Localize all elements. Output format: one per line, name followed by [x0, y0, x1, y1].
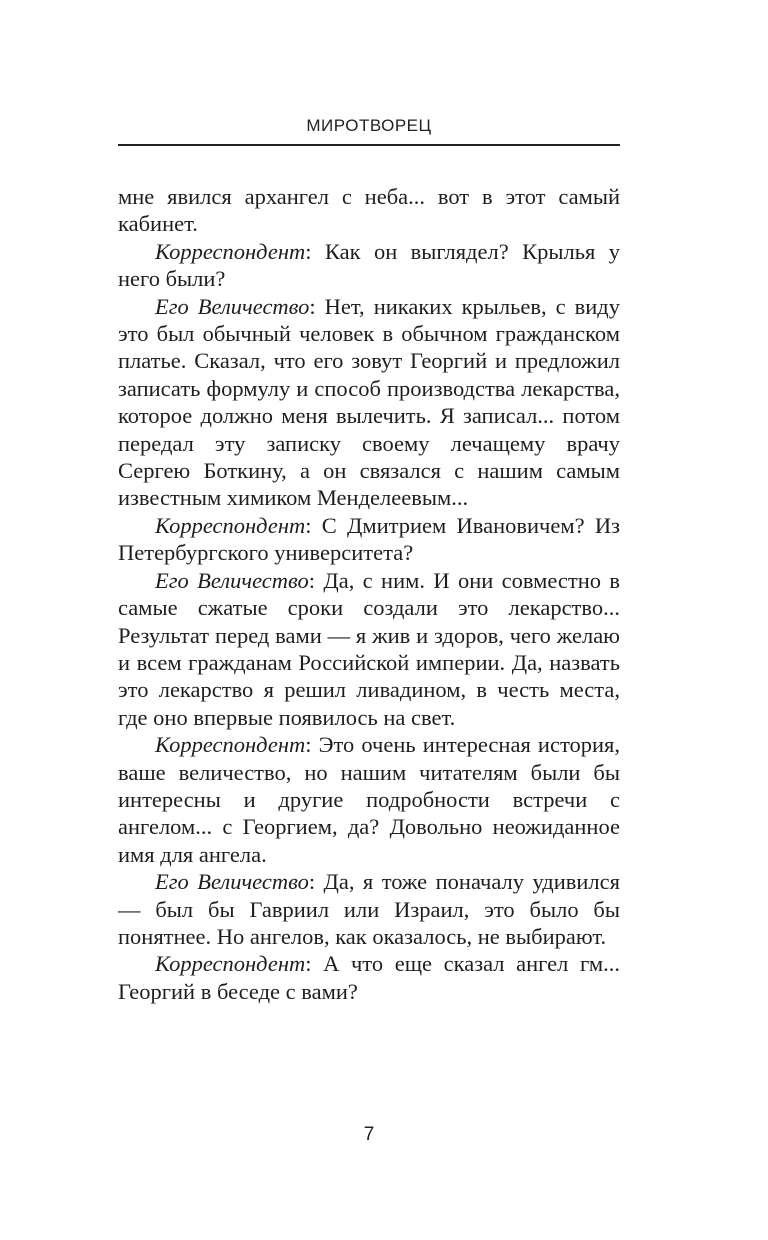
- dialogue-paragraph: [118, 868, 620, 950]
- dialogue-paragraph: [118, 950, 620, 1005]
- speaker-name: Корреспондент: [155, 951, 306, 977]
- dialogue-paragraph: [118, 293, 620, 512]
- speaker-name: Его Величество: [155, 567, 309, 593]
- dialogue-paragraph: [118, 238, 620, 293]
- speaker-name: Корреспондент: [155, 238, 306, 264]
- speaker-name: Корреспондент: [155, 512, 306, 538]
- header-rule: [118, 144, 620, 146]
- dialogue-paragraph: [118, 567, 620, 731]
- speaker-name: Корреспондент: [155, 732, 306, 758]
- dialogue-paragraph: [118, 731, 620, 868]
- paragraph-text: : Как он выглядел? Крылья у него были?: [118, 238, 620, 292]
- paragraph-text: : Нет, никаких крыльев, с виду это был обычный человек в обычном гражданском платье. Сказал, что его зовут Георгий и предложил записать формулу и способ производства лекарства, которое должно меня вылечить. Я записал... потом передал эту записку своему лечащему врачу Сергею Боткину, а он связался с нашим самым известным химиком Менделеевым...: [118, 293, 620, 511]
- paragraph-text: : Да, я тоже поначалу удивился — был бы Гавриил или Израил, это было бы понятнее. Но ангелов, как оказалось, не выбирают.: [118, 869, 620, 949]
- page-number: 7: [363, 1124, 375, 1145]
- running-header: МИРОТВОРЕЦ: [306, 116, 432, 135]
- dialogue-paragraph: [118, 512, 620, 567]
- speaker-name: Его Величество: [155, 869, 309, 895]
- page-body: [118, 183, 620, 1005]
- paragraph-continuation: [118, 183, 620, 238]
- paragraph-text: мне явился архангел с неба... вот в этот самый кабинет.: [118, 184, 620, 237]
- paragraph-text: : С Дмитрием Ивановичем? Из Петербургского университета?: [118, 512, 620, 566]
- speaker-name: Его Величество: [155, 293, 310, 319]
- paragraph-text: : А что еще сказал ангел гм... Георгий в беседе с вами?: [118, 951, 620, 1004]
- paragraph-text: : Да, с ним. И они совместно в самые сжатые сроки создали это лекарство... Результат перед вами — я жив и здоров, чего желаю и всем гражданам Российской империи. Да, назвать это лекарство я решил ливадином, в честь места, где оно впервые появилось на свет.: [118, 567, 620, 730]
- paragraph-text: : Это очень интересная история, ваше величество, но нашим читателям были бы интересны и другие подробности встречи с ангелом... с Георгием, да? Довольно неожиданное имя для ангела.: [118, 732, 620, 867]
